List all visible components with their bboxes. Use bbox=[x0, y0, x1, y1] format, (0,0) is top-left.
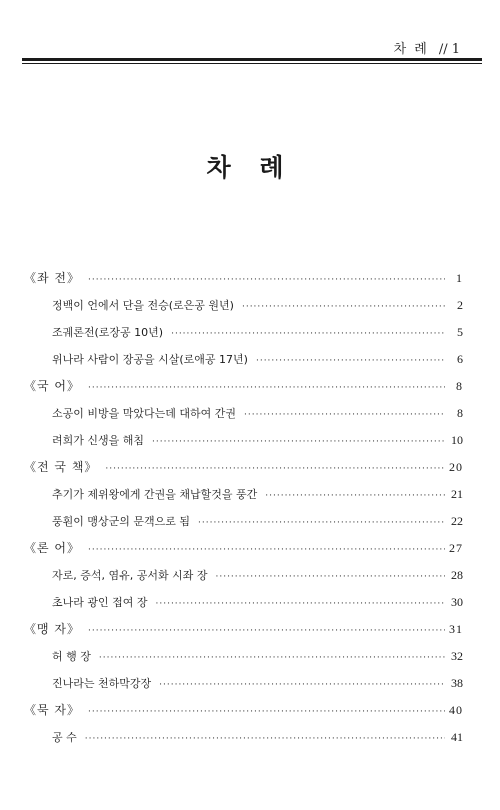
leader-dots bbox=[215, 569, 445, 585]
leader-dots bbox=[85, 731, 445, 747]
page-marker: // 1 bbox=[438, 42, 460, 57]
leader-dots bbox=[159, 677, 445, 693]
toc-section bbox=[24, 459, 463, 477]
toc-section bbox=[24, 702, 463, 720]
toc-label: 소공이 비방을 막았다는데 대하여 간권 bbox=[52, 407, 237, 420]
toc-page-number: 20 bbox=[449, 460, 463, 474]
toc-label: 허 행 장 bbox=[52, 650, 91, 663]
toc-label: 려희가 신생을 해침 bbox=[52, 434, 145, 447]
toc-label: 조궤론전(로장공 10년) bbox=[52, 326, 164, 339]
toc-label: 공 수 bbox=[52, 731, 77, 744]
toc-label: 추기가 제위왕에게 간권을 채납할것을 풍간 bbox=[52, 488, 258, 501]
toc-entry bbox=[52, 729, 463, 747]
leader-dots bbox=[88, 704, 445, 720]
toc-page-number: 38 bbox=[451, 676, 463, 690]
leader-dots bbox=[256, 353, 445, 369]
leader-dots bbox=[152, 434, 445, 450]
toc-entry bbox=[52, 324, 463, 342]
header-rule-thin bbox=[22, 63, 482, 64]
leader-dots bbox=[105, 461, 445, 477]
toc-label: 초나라 광인 접여 장 bbox=[52, 596, 148, 609]
toc-page-number: 32 bbox=[451, 649, 463, 663]
leader-dots bbox=[88, 272, 445, 288]
toc-label: 정백이 언에서 단을 전승(로은공 원년) bbox=[52, 299, 234, 312]
toc-page-number: 8 bbox=[456, 379, 463, 393]
toc-section bbox=[24, 540, 463, 558]
leader-dots bbox=[242, 299, 445, 315]
toc-entry bbox=[52, 648, 463, 666]
toc-label: 위나라 사람이 장공을 시살(로애공 17년) bbox=[52, 353, 248, 366]
toc-entry bbox=[52, 297, 463, 315]
toc-section bbox=[24, 621, 463, 639]
toc-page-number: 28 bbox=[451, 568, 463, 582]
toc-label: 《국 어》 bbox=[24, 379, 80, 393]
running-head bbox=[394, 38, 460, 57]
toc-entry bbox=[52, 486, 463, 504]
toc-label: 《론 어》 bbox=[24, 541, 80, 555]
toc-entry bbox=[52, 405, 463, 423]
leader-dots bbox=[88, 623, 445, 639]
toc-page-number: 10 bbox=[451, 433, 463, 447]
toc-section bbox=[24, 378, 463, 396]
toc-label: 《전 국 책》 bbox=[24, 460, 98, 474]
toc-label: 자로, 증석, 염유, 공서화 시좌 장 bbox=[52, 569, 208, 582]
toc-page-number: 1 bbox=[456, 271, 463, 285]
toc-page-number: 40 bbox=[449, 703, 463, 717]
toc-entry bbox=[52, 594, 463, 612]
toc-label: 《좌 전》 bbox=[24, 271, 80, 285]
leader-dots bbox=[198, 515, 445, 531]
toc-page-number: 6 bbox=[457, 352, 463, 366]
leader-dots bbox=[265, 488, 445, 504]
toc-entry bbox=[52, 567, 463, 585]
toc-page-number: 8 bbox=[457, 406, 463, 420]
toc-entry bbox=[52, 675, 463, 693]
leader-dots bbox=[244, 407, 445, 423]
toc-page-number: 21 bbox=[451, 487, 463, 501]
toc-label: 《맹 자》 bbox=[24, 622, 80, 636]
page-title: 차 례 bbox=[206, 153, 294, 182]
leader-dots bbox=[156, 596, 446, 612]
toc-page-number: 30 bbox=[451, 595, 463, 609]
leader-dots bbox=[171, 326, 445, 342]
toc-page-number: 41 bbox=[451, 730, 463, 744]
toc-page-number: 5 bbox=[457, 325, 463, 339]
toc-label: 진나라는 천하막강장 bbox=[52, 677, 152, 690]
leader-dots bbox=[99, 650, 445, 666]
toc-page-number: 2 bbox=[457, 298, 463, 312]
running-title: 차 례 bbox=[393, 42, 429, 57]
toc-page-number: 22 bbox=[451, 514, 463, 528]
toc-label: 《묵 자》 bbox=[24, 703, 80, 717]
toc-page-number: 27 bbox=[449, 541, 463, 555]
toc-page-number: 31 bbox=[449, 622, 463, 636]
leader-dots bbox=[88, 542, 445, 558]
header-rule-thick bbox=[22, 58, 482, 61]
toc-entry bbox=[52, 432, 463, 450]
toc-label: 풍훤이 맹상군의 문객으로 됨 bbox=[52, 515, 191, 528]
toc-entry bbox=[52, 513, 463, 531]
leader-dots bbox=[88, 380, 445, 396]
toc-section bbox=[24, 270, 463, 288]
toc-entry bbox=[52, 351, 463, 369]
